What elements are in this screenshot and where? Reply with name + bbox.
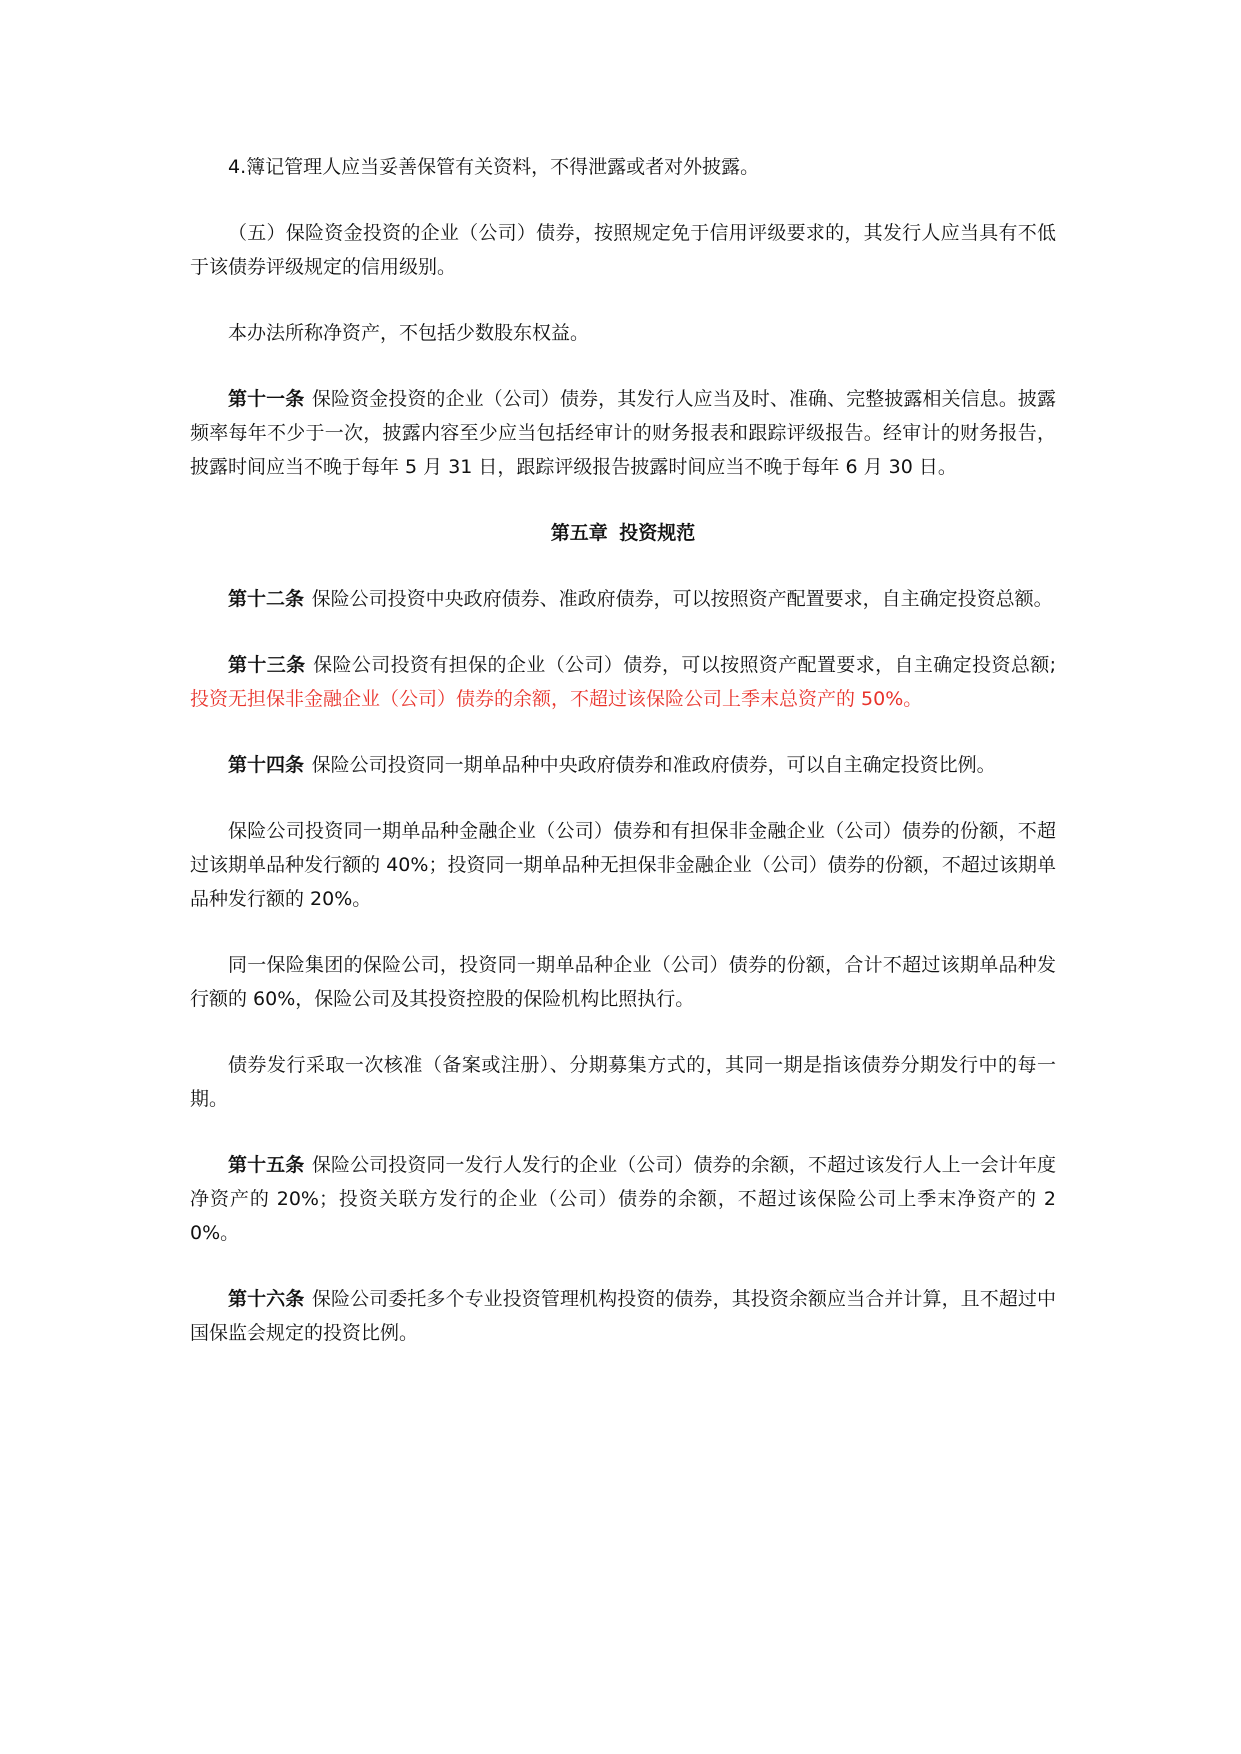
paragraph-net-assets: 本办法所称净资产，不包括少数股东权益。	[228, 322, 590, 344]
article-13	[190, 648, 1056, 716]
chapter-heading	[190, 516, 1056, 550]
document-body	[190, 150, 1056, 1382]
article-12	[190, 582, 1056, 616]
article-15-title: 第十五条	[228, 1154, 305, 1176]
paragraph-group-share: 同一保险集团的保险公司，投资同一期单品种企业（公司）债券的份额，合计不超过该期单品种发行额的 60%，保险公司及其投资控股的保险机构比照执行。	[190, 954, 1056, 1010]
article-13-text: 保险公司投资有担保的企业（公司）债券，可以按照资产配置要求，自主确定投资总额;	[313, 654, 1056, 676]
article-11-text: 保险资金投资的企业（公司）债券，其发行人应当及时、准确、完整披露相关信息。披露频率每年不少于一次，披露内容至少应当包括经审计的财务报表和跟踪评级报告。经审计的财务报告，披露时间应当不晚于每年 5 月 31 日，跟踪评级报告披露时间应当不晚于每年 6 月 30 日。	[190, 388, 1056, 478]
article-14-title: 第十四条	[228, 754, 305, 776]
article-16-title: 第十六条	[228, 1288, 305, 1310]
chapter-number: 第五章	[550, 522, 608, 544]
article-11	[190, 382, 1056, 484]
article-15-text: 保险公司投资同一发行人发行的企业（公司）债券的余额，不超过该发行人上一会计年度净资产的 20%；投资关联方发行的企业（公司）债券的余额，不超过该保险公司上季末净资产的 20%。	[190, 1154, 1056, 1244]
paragraph-bookkeeper: 4.簿记管理人应当妥善保管有关资料，不得泄露或者对外披露。	[228, 156, 760, 178]
article-14-text: 保险公司投资同一期单品种中央政府债券和准政府债券，可以自主确定投资比例。	[311, 754, 996, 776]
article-15	[190, 1148, 1056, 1250]
paragraph-single-issue-share: 保险公司投资同一期单品种金融企业（公司）债券和有担保非金融企业（公司）债券的份额，不超过该期单品种发行额的 40%；投资同一期单品种无担保非金融企业（公司）债券的份额，不超过该期单品种发行额的 20%。	[190, 820, 1056, 910]
paragraph-installment-issue: 债券发行采取一次核准（备案或注册）、分期募集方式的，其同一期是指该债券分期发行中的每一期。	[190, 1054, 1056, 1110]
article-14	[190, 748, 1056, 782]
article-16	[190, 1282, 1056, 1350]
article-12-text: 保险公司投资中央政府债券、准政府债券，可以按照资产配置要求，自主确定投资总额。	[311, 588, 1053, 610]
article-11-title: 第十一条	[228, 388, 305, 410]
article-12-title: 第十二条	[228, 588, 305, 610]
article-16-text: 保险公司委托多个专业投资管理机构投资的债券，其投资余额应当合并计算，且不超过中国保监会规定的投资比例。	[190, 1288, 1056, 1344]
article-13-highlight: 投资无担保非金融企业（公司）债券的余额，不超过该保险公司上季末总资产的 50%。	[190, 688, 923, 710]
paragraph-item-five: （五）保险资金投资的企业（公司）债券，按照规定免于信用评级要求的，其发行人应当具有不低于该债券评级规定的信用级别。	[190, 222, 1056, 278]
article-13-title: 第十三条	[228, 654, 306, 676]
chapter-title: 投资规范	[619, 522, 696, 544]
